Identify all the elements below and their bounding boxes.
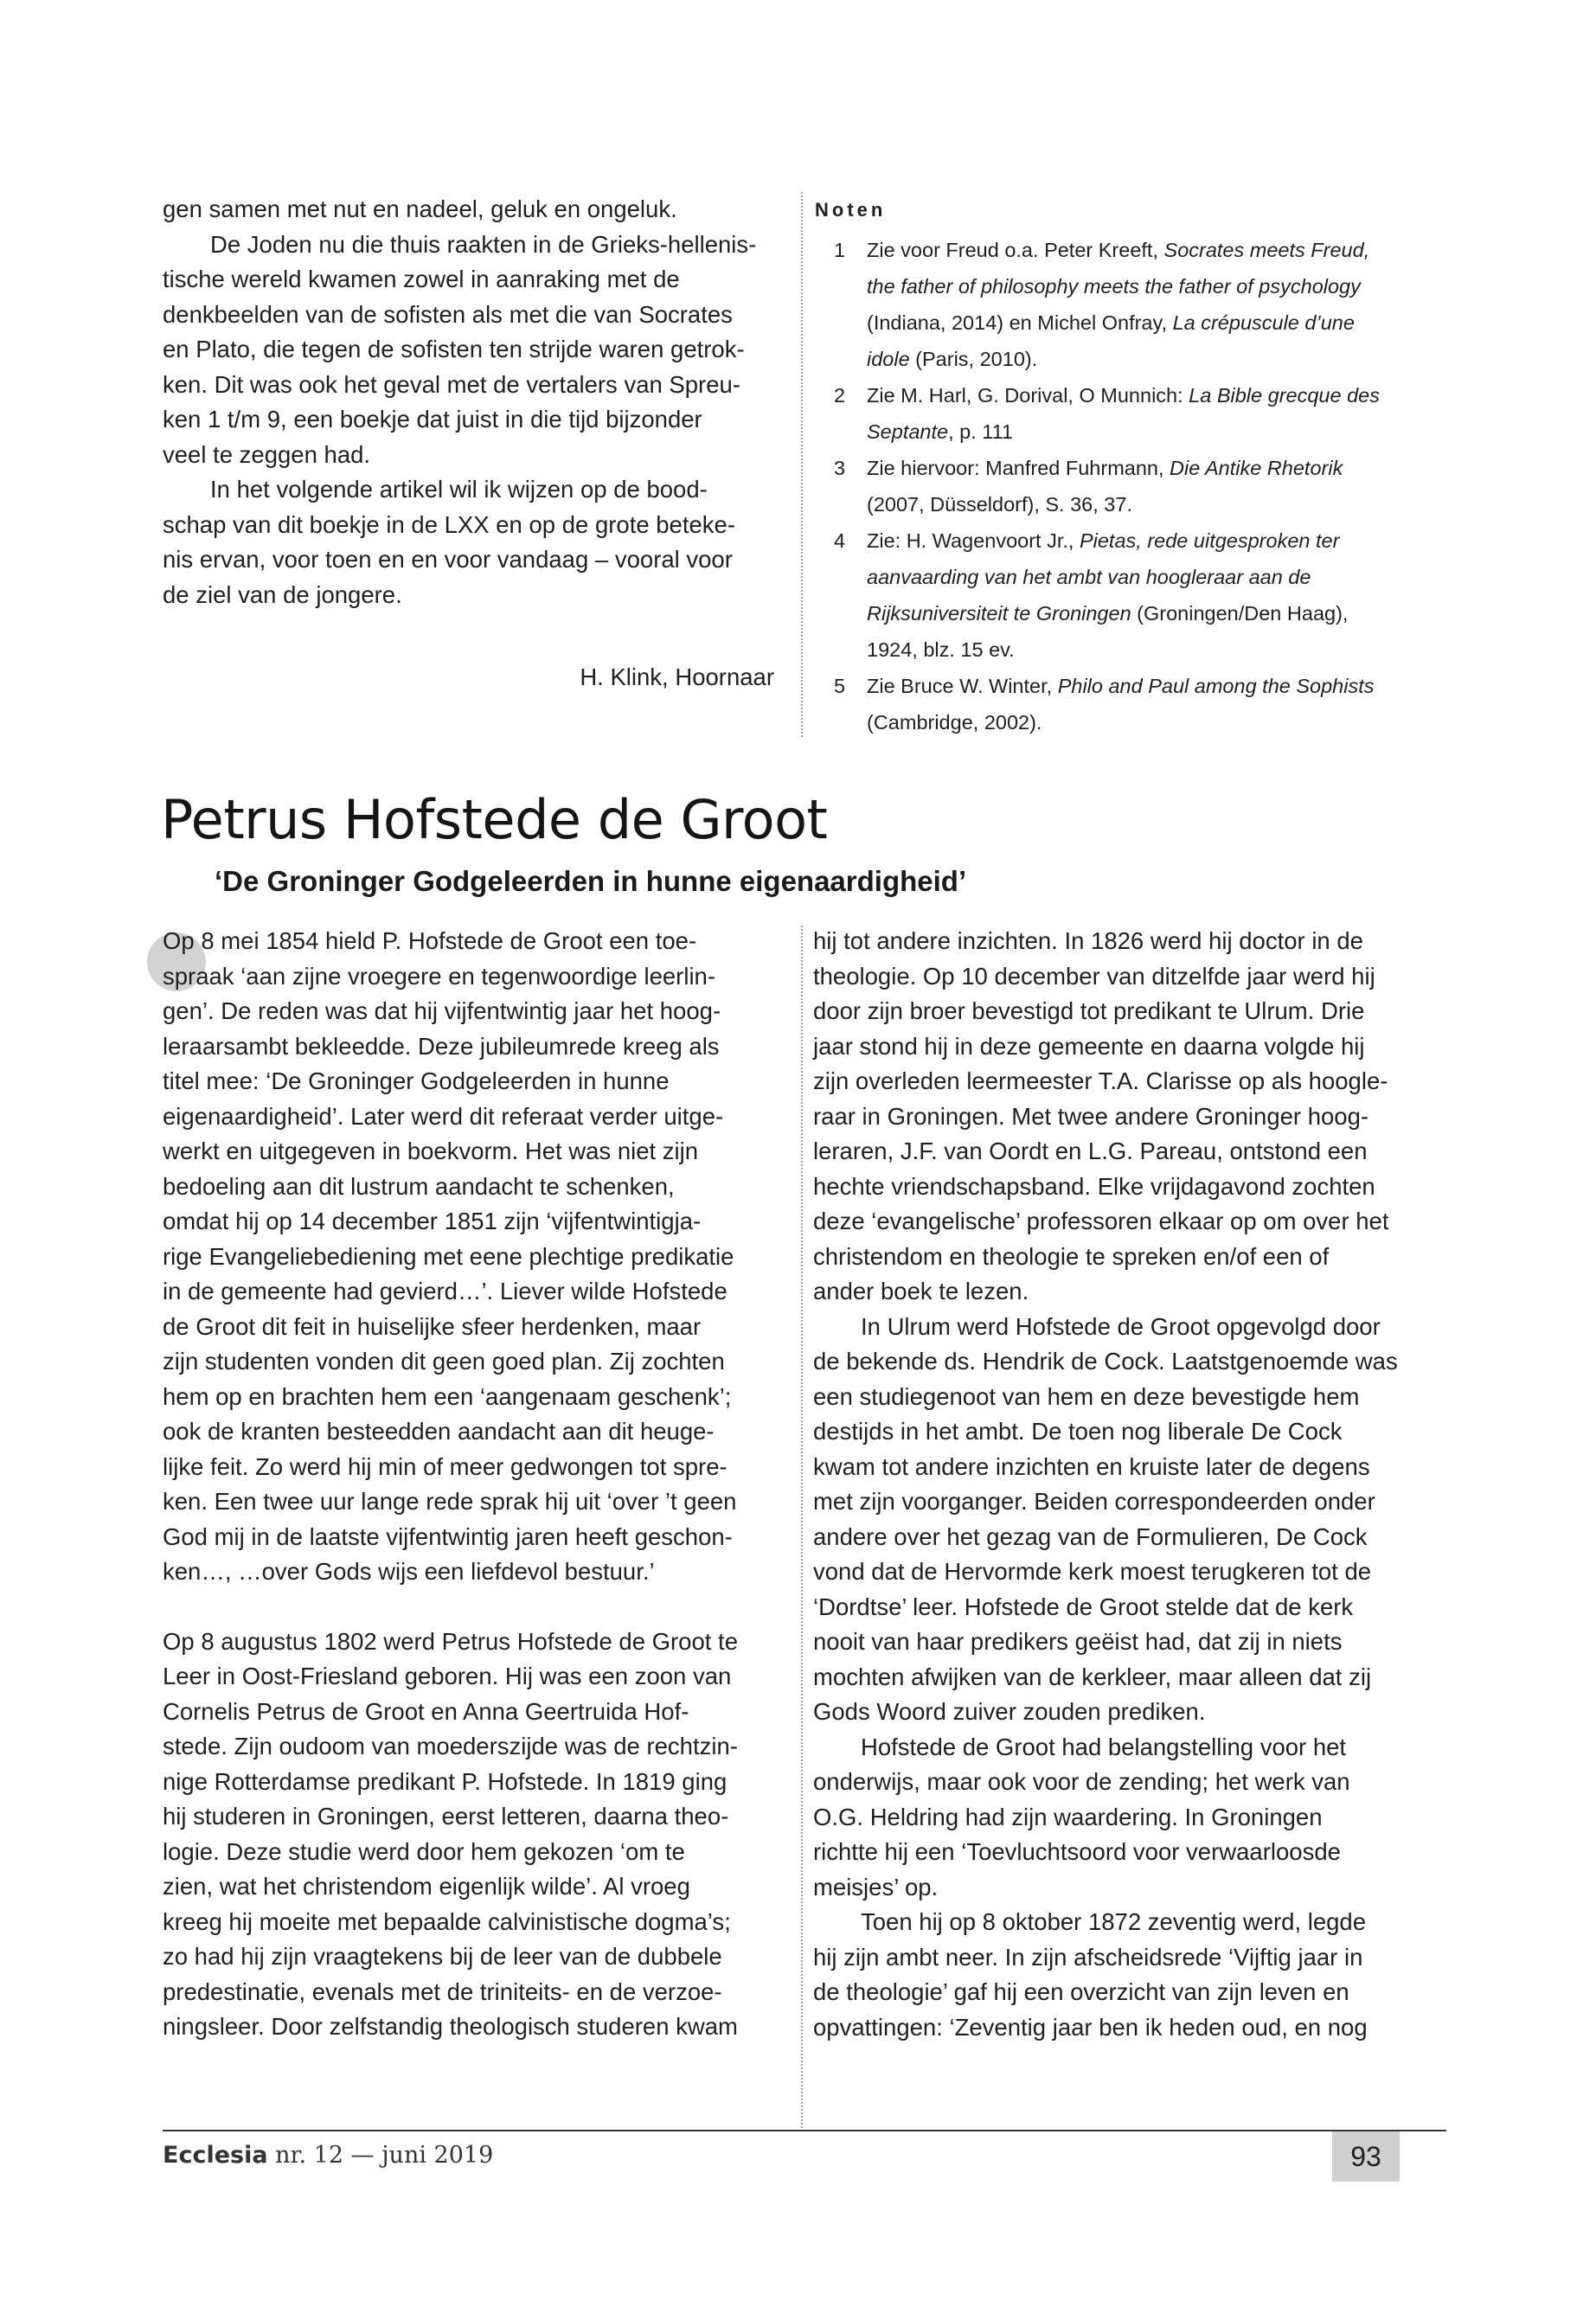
note-title: Philo and Paul among the Sophists [1057, 675, 1375, 697]
note-title: Socrates meets Freud, [1163, 239, 1370, 261]
text-line: destijds in het ambt. De toen nog liberale De Cock [813, 1418, 1343, 1445]
text-line: zijn studenten vonden dit geen goed plan. Zij zochten [163, 1348, 725, 1375]
note-item [815, 377, 1420, 450]
footer-issue [163, 2142, 493, 2169]
text-line: zien, wat het christendom eigenlijk wilde’. Al vroeg [163, 1873, 690, 1900]
text-line: raar in Groningen. Met twee andere Groninger hoog- [813, 1102, 1369, 1130]
text-line: veel te zeggen had. [163, 440, 371, 468]
note-item [815, 232, 1420, 377]
text-line: zijn overleden leermeester T.A. Clarisse op als hoogle- [813, 1067, 1388, 1094]
footer-rule [163, 2130, 1446, 2131]
text-line: christendom en theologie te spreken en/of een of [813, 1242, 1330, 1270]
magazine-name: Ecclesia [163, 2142, 268, 2169]
text-line: gen’. De reden was dat hij vijfentwintig jaar het hoog- [163, 997, 721, 1024]
text-line: de theologie’ gaf hij een overzicht van zijn leven en [813, 1978, 1349, 2005]
text-line: denkbeelden van de sofisten als met die van Socrates [163, 300, 733, 328]
text-line: ‘Dordtse’ leer. Hofstede de Groot stelde dat de kerk [813, 1593, 1354, 1620]
text-line: ken. Dit was ook het geval met de vertalers van Spreu- [163, 370, 740, 398]
text-line: onderwijs, maar ook voor de zending; het werk van [813, 1768, 1350, 1795]
note-title: the father of philosophy meets the father of psychology [867, 275, 1361, 298]
column-divider [801, 926, 803, 2128]
text-line: ook de kranten besteedden aandacht aan dit heuge- [163, 1418, 715, 1445]
text-line: hechte vriendschapsband. Elke vrijdagavond zochten [813, 1172, 1375, 1200]
note-text: (Paris, 2010). [909, 348, 1038, 370]
text-line: opvattingen: ‘Zeventig jaar ben ik heden oud, en nog [813, 2013, 1368, 2041]
text-line: kreeg hij moeite met bepaalde calvinistische dogma’s; [163, 1907, 731, 1935]
text-line: ningsleer. Door zelfstandig theologisch studeren kwam [163, 2013, 738, 2040]
note-title: Rijksuniversiteit te Groningen [867, 602, 1131, 625]
text-line: leraarsambt bekleedde. Deze jubileumrede kreeg als [163, 1032, 720, 1060]
issue-info: nr. 12 — juni 2019 [275, 2142, 494, 2169]
text-line: leraren, J.F. van Oordt en L.G. Pareau, ontstond een [813, 1138, 1368, 1164]
note-text: Zie hiervoor: Manfred Fuhrmann, [867, 457, 1170, 479]
note-item [815, 522, 1420, 668]
note-number: 2 [834, 384, 846, 407]
text-line: vond dat de Hervormde kerk moest terugkeren tot de [813, 1558, 1372, 1585]
text-line: zo had hij zijn vraagtekens bij de leer van de dubbele [163, 1943, 722, 1970]
note-text: Zie: H. Wagenvoort Jr., [867, 529, 1080, 552]
note-title: Die Antike Rhetorik [1170, 457, 1343, 479]
text-line: Gods Woord zuiver zouden prediken. [813, 1698, 1206, 1725]
text-line: hij zijn ambt neer. In zijn afscheidsrede ‘Vijftig jaar in [813, 1943, 1363, 1971]
text-line: schap van dit boekje in de LXX en op de grote beteke- [163, 510, 735, 538]
text-line: In het volgende artikel wil ik wijzen op de bood- [210, 476, 708, 503]
note-text: Zie voor Freud o.a. Peter Kreeft, [867, 239, 1164, 261]
note-title: Septante [867, 420, 949, 443]
page-number: 93 [1332, 2131, 1400, 2182]
text-line: ken. Een twee uur lange rede sprak hij uit ‘over ’t geen [163, 1488, 737, 1515]
note-title: idole [867, 348, 910, 370]
text-line: ken…, …over Gods wijs een liefdevol bestuur.’ [163, 1558, 655, 1585]
note-text: , p. 111 [948, 420, 1013, 443]
notes-section [815, 192, 1420, 740]
text-line: richtte hij een ‘Toevluchtsoord voor verwaarloosde [813, 1838, 1341, 1865]
text-line: jaar stond hij in deze gemeente en daarna volgde hij [813, 1032, 1365, 1060]
text-line: tische wereld kwamen zowel in aanraking met de [163, 266, 680, 292]
note-item [815, 668, 1420, 740]
note-text: (Groningen/Den Haag), [1131, 602, 1349, 625]
notes-divider [801, 192, 803, 737]
intro-column [163, 192, 774, 612]
text-line: O.G. Heldring had zijn waardering. In Groningen [813, 1803, 1323, 1830]
text-line: In Ulrum werd Hofstede de Groot opgevolgd door [861, 1312, 1381, 1340]
text-line: kwam tot andere inzichten en kruiste later de degens [813, 1452, 1370, 1480]
note-number: 1 [834, 239, 846, 261]
text-line: gen samen met nut en nadeel, geluk en ongeluk. [163, 195, 677, 222]
note-title: aanvaarding van het ambt van hoogleraar aan de [867, 566, 1311, 588]
text-line: rige Evangeliebediening met eene plechtige predikatie [163, 1242, 734, 1270]
text-line: De Joden nu die thuis raakten in de Grieks-hellenis- [210, 230, 757, 258]
note-text: (Indiana, 2014) en Michel Onfray, [867, 311, 1173, 334]
text-line: theologie. Op 10 december van ditzelfde jaar werd hij [813, 962, 1375, 990]
text-line: Hofstede de Groot had belangstelling voor het [861, 1733, 1347, 1760]
article-column-right [813, 924, 1446, 2045]
text-line: mochten afwijken van de kerkleer, maar alleen dat zij [813, 1663, 1372, 1690]
text-line: ken 1 t/m 9, een boekje dat juist in die tijd bijzonder [163, 406, 702, 433]
text-line: nige Rotterdamse predikant P. Hofstede. In 1819 ging [163, 1767, 727, 1795]
text-line: hij studeren in Groningen, eerst letteren, daarna theo- [163, 1803, 729, 1830]
text-line: Toen hij op 8 oktober 1872 zeventig werd, legde [861, 1908, 1367, 1935]
note-text: (Cambridge, 2002). [867, 711, 1042, 734]
text-line: bedoeling aan dit lustrum aandacht te schenken, [163, 1172, 675, 1200]
article-column-left [163, 924, 775, 2045]
text-line: Cornelis Petrus de Groot en Anna Geertruida Hof- [163, 1697, 689, 1725]
text-line: hem op en brachten hem een ‘aangenaam geschenk’; [163, 1382, 732, 1410]
text-line: nooit van haar predikers geëist had, dat zij in niets [813, 1628, 1343, 1655]
text-line: en Plato, die tegen de sofisten ten strijde waren getrok- [163, 336, 745, 362]
text-line: deze ‘evangelische’ professoren elkaar op om over het [813, 1208, 1389, 1234]
text-line: nis ervan, voor toen en en voor vandaag – vooral voor [163, 546, 733, 573]
note-title: La crépuscule d’une [1172, 311, 1355, 334]
note-title: Pietas, rede uitgesproken ter [1079, 529, 1340, 552]
text-line: door zijn broer bevestigd tot predikant te Ulrum. Drie [813, 997, 1365, 1024]
text-line: spraak ‘aan zijne vroegere en tegenwoordige leerlin- [163, 962, 715, 990]
note-text: (2007, Düsseldorf), S. 36, 37. [867, 493, 1132, 516]
text-line: een studiegenoot van hem en deze bevestigde hem [813, 1382, 1360, 1410]
note-text: Zie Bruce W. Winter, [867, 675, 1058, 697]
notes-title: Noten [815, 199, 887, 221]
text-line: meisjes’ op. [813, 1873, 939, 1900]
article-subtitle: ‘De Groninger Godgeleerden in hunne eigenaardigheid’ [215, 865, 967, 897]
text-line: God mij in de laatste vijfentwintig jaren heeft geschon- [163, 1522, 733, 1550]
text-line: titel mee: ‘De Groninger Godgeleerden in hunne [163, 1067, 670, 1094]
text-line: lijke feit. Zo werd hij min of meer gedwongen tot spre- [163, 1452, 727, 1480]
note-title: La Bible grecque des [1189, 384, 1380, 407]
text-line: andere over het gezag van de Formulieren, De Cock [813, 1522, 1368, 1550]
note-number: 3 [834, 457, 846, 479]
text-line: de Groot dit feit in huiselijke sfeer herdenken, maar [163, 1312, 702, 1340]
note-item [815, 450, 1420, 522]
note-number: 4 [834, 529, 846, 552]
text-line: Op 8 mei 1854 hield P. Hofstede de Groot een toe- [163, 927, 697, 954]
author-signature: H. Klink, Hoornaar [580, 663, 774, 690]
text-line: met zijn voorganger. Beiden correspondeerden onder [813, 1488, 1375, 1515]
text-line: Leer in Oost-Friesland geboren. Hij was een zoon van [163, 1663, 732, 1689]
text-line [163, 1590, 775, 1625]
text-line: Op 8 augustus 1802 werd Petrus Hofstede de Groot te [163, 1627, 738, 1655]
text-line: ander boek te lezen. [813, 1278, 1029, 1304]
text-line: omdat hij op 14 december 1851 zijn ‘vijfentwintigja- [163, 1208, 702, 1234]
note-text: Zie M. Harl, G. Dorival, O Munnich: [867, 384, 1189, 407]
text-line: eigenaardigheid’. Later werd dit referaat verder uitge- [163, 1102, 724, 1130]
text-line: werkt en uitgegeven in boekvorm. Het was niet zijn [163, 1138, 699, 1164]
text-line: de ziel van de jongere. [163, 580, 402, 608]
text-line: predestinatie, evenals met de triniteits- en de verzoe- [163, 1977, 722, 2005]
note-number: 5 [834, 675, 846, 697]
text-line: logie. Deze studie werd door hem gekozen ‘om te [163, 1837, 685, 1865]
text-line: in de gemeente had gevierd…’. Liever wilde Hofstede [163, 1278, 727, 1304]
text-line: hij tot andere inzichten. In 1826 werd hij doctor in de [813, 927, 1363, 954]
text-line: de bekende ds. Hendrik de Cock. Laatstgenoemde was [813, 1348, 1398, 1375]
article-title: Petrus Hofstede de Groot [161, 788, 828, 851]
text-line: stede. Zijn oudoom van moederszijde was de rechtzin- [163, 1733, 738, 1759]
note-text: 1924, blz. 15 ev. [867, 638, 1015, 661]
